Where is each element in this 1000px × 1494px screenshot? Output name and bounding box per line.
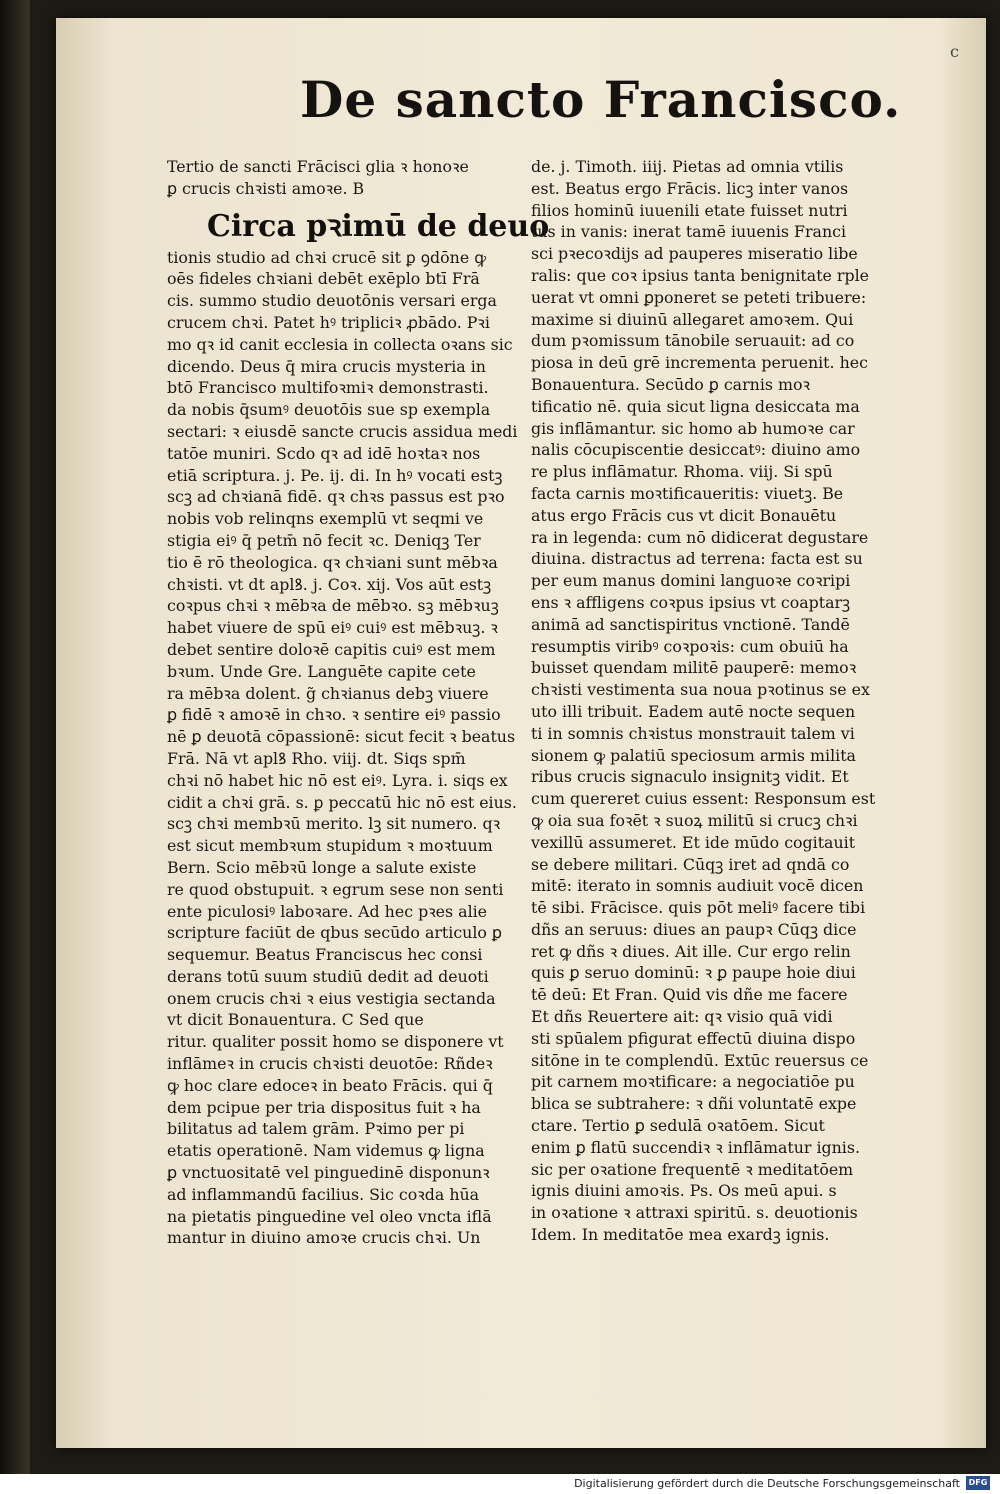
- text-line: ralis: que coꝛ ipsius tanta benignitate rple: [531, 265, 869, 285]
- text-line: scꝫ chꝛi membꝛū merito. lꝫ sit numero. qꝛ: [167, 814, 501, 834]
- text-line: scꝫ ad chꝛianā fidē. qꝛ chꝛs passus est pꝛo: [167, 487, 505, 507]
- text-line: re quod obstupuit. ꝛ egrum sese non senti: [167, 879, 504, 899]
- text-line: ꝑ fidē ꝛ amoꝛē in chꝛo. ꝛ sentire eiꝰ passio: [167, 705, 501, 725]
- text-line: re plus inflāmatur. Rhoma. viij. Si spū: [531, 462, 833, 482]
- text-line: filios hominū iuuenili etate fuisset nutri: [531, 200, 848, 220]
- text-line: bꝛum. Unde Gre. Languēte capite cete: [167, 661, 476, 681]
- text-line: Et dñs Reuertere ait: qꝛ visio quā vidi: [531, 1007, 833, 1027]
- text-line: coꝛpus chꝛi ꝛ mēbꝛa de mēbꝛo. sꝫ mēbꝛuꝫ: [167, 596, 499, 616]
- text-line: debet sentire doloꝛē capitis cuiꝰ est mem: [167, 639, 496, 659]
- text-line: in oꝛatione ꝛ attraxi spiritū. s. deuotionis: [531, 1203, 858, 1223]
- text-line: ret ꝙ dñs ꝛ diues. Ait ille. Cur ergo relin: [531, 941, 851, 961]
- text-line: Idem. In meditatōe mea exardꝫ ignis.: [531, 1225, 830, 1245]
- text-line: vexillū assumeret. Et ide mūdo cogitauit: [531, 832, 856, 852]
- text-line: dicendo. Deus q̄ mira crucis mysteria in: [167, 356, 486, 376]
- left-column: [167, 156, 587, 1249]
- text-line: chꝛisti vestimenta sua noua pꝛotinus se ex: [531, 680, 870, 700]
- text-line: dum pꝛomissum tānobile seruauit: ad co: [531, 331, 855, 351]
- text-line: habet viuere de spū eiꝰ cuiꝰ est mēbꝛuꝫ. ꝛ: [167, 618, 498, 638]
- funding-notice: Digitalisierung gefördert durch die Deutsche Forschungsgemeinschaft: [574, 1477, 960, 1490]
- text-line: sci pꝛecoꝛdijs ad pauperes miseratio libe: [531, 244, 858, 264]
- text-line: nalis cōcupiscentie desiccatꝰ: diuino amo: [531, 440, 861, 460]
- text-line: vt dicit Bonauentura. C Sed que: [167, 1010, 424, 1030]
- text-line: inflāmeꝛ in crucis chꝛisti deuotōe: Rñdeꝛ: [167, 1054, 493, 1074]
- text-line: cum quereret cuius essent: Responsum est: [531, 789, 876, 809]
- right-column-text: [531, 156, 931, 1246]
- text-line: ens ꝛ affligens coꝛpus ipsius vt coaptarꝫ: [531, 592, 851, 612]
- page-title: De sancto Francisco.: [300, 70, 902, 129]
- text-line: quis ꝑ seruo dominū: ꝛ ꝑ paupe hoie diui: [531, 963, 856, 983]
- text-line: scripture faciūt de qbus secūdo articulo ꝑ: [167, 923, 502, 943]
- text-line: tus in vanis: inerat tamē iuuenis Franci: [531, 222, 847, 242]
- text-line: uto illi tribuit. Eadem autē nocte sequen: [531, 701, 856, 721]
- text-line: atus ergo Frācis cus vt dicit Bonauētu: [531, 505, 837, 525]
- text-line: ꝙ hoc clare edoceꝛ in beato Frācis. qui q̄: [167, 1075, 493, 1095]
- text-line: facta carnis moꝛtificaueritis: viuetꝫ. Be: [531, 483, 844, 503]
- text-line: diuina. distractus ad terrena: facta est su: [531, 549, 863, 569]
- heading-line: ꝑ crucis chꝛisti amoꝛe. B: [167, 178, 365, 198]
- text-line: tē deū: Et Fran. Quid vis dñe me facere: [531, 985, 848, 1005]
- text-line: mantur in diuino amoꝛe crucis chꝛi. Un: [167, 1228, 481, 1248]
- text-line: gis inflāmantur. sic homo ab humoꝛe car: [531, 418, 855, 438]
- text-line: na pietatis pinguedine vel oleo vncta iflā: [167, 1206, 492, 1226]
- chapter-initial: Circa pꝛimū de deuo: [207, 208, 550, 244]
- text-line: chꝛisti. vt dt aplꝸ. j. Coꝛ. xij. Vos aūt estꝫ: [167, 574, 492, 594]
- text-line: ribus crucis signaculo insignitꝫ vidit. Et: [531, 767, 849, 787]
- text-line: tio ē rō theologica. qꝛ chꝛiani sunt mēbꝛa: [167, 552, 498, 572]
- text-line: tificatio nē. quia sicut ligna desiccata ma: [531, 396, 860, 416]
- text-line: tatōe muniri. Scdo qꝛ ad idē hoꝛtaꝛ nos: [167, 443, 481, 463]
- text-line: nobis vob relinqns exemplū vt seqmi ve: [167, 509, 484, 529]
- text-line: ꝑ vnctuositatē vel pinguedinē disponunꝛ: [167, 1163, 490, 1183]
- text-line: etatis operationē. Nam videmus ꝙ ligna: [167, 1141, 485, 1161]
- text-line: chꝛi nō habet hic nō est eiꝰ. Lyra. i. siqs ex: [167, 770, 508, 790]
- text-line: maxime si diuinū allegaret amoꝛem. Qui: [531, 309, 854, 329]
- section-heading: [167, 156, 587, 200]
- text-line: sectari: ꝛ eiusdē sancte crucis assidua medi: [167, 421, 518, 441]
- text-line: dñs an seruus: diues an paupꝛ Cūqꝫ dice: [531, 919, 857, 939]
- right-column: [531, 156, 931, 1246]
- text-line: derans totū suum studiū dedit ad deuoti: [167, 966, 489, 986]
- text-line: resumptis viribꝰ coꝛpoꝛis: cum obuiū ha: [531, 636, 849, 656]
- book-spine: [0, 0, 30, 1474]
- text-line: est. Beatus ergo Frācis. licꝫ inter vanos: [531, 178, 849, 198]
- text-line: se debere militari. Cūqꝫ iret ad qndā co: [531, 854, 850, 874]
- text-line: ignis diuini amoꝛis. Ps. Os meū apui. s: [531, 1181, 837, 1201]
- text-line: stigia eiꝰ q̄ petm̄ nō fecit ꝛc. Deniqꝫ Ter: [167, 530, 481, 550]
- text-line: onem crucis chꝛi ꝛ eius vestigia sectanda: [167, 988, 496, 1008]
- text-line: buisset quendam militē pauperē: memoꝛ: [531, 658, 857, 678]
- text-line: bilitatus ad talem grām. Pꝛimo per pi: [167, 1119, 465, 1139]
- text-line: etiā scriptura. j. Pe. ij. di. In hꝰ vocati estꝫ: [167, 465, 503, 485]
- text-line: ra mēbꝛa dolent. g̃ chꝛianus debꝫ viuere: [167, 683, 489, 703]
- text-line: ti in somnis chꝛistus monstrauit talem vi: [531, 723, 855, 743]
- page-mark: c: [950, 42, 959, 61]
- text-line: per eum manus domini languoꝛe coꝛripi: [531, 571, 851, 591]
- text-line: sionem ꝙ palatiū speciosum armis milita: [531, 745, 856, 765]
- text-line: mitē: iterato in somnis audiuit vocē dicen: [531, 876, 864, 896]
- text-line: sequemur. Beatus Franciscus hec consi: [167, 945, 483, 965]
- left-column-text: [167, 247, 587, 1250]
- text-line: de. j. Timoth. iiij. Pietas ad omnia vtilis: [531, 157, 844, 176]
- text-line: oēs fideles chꝛiani debēt exēplo btī Frā: [167, 269, 480, 289]
- text-line: blica se subtrahere: ꝛ dñi voluntatē expe: [531, 1094, 857, 1114]
- text-line: sitōne in te complendū. Extūc reuersus ce: [531, 1050, 869, 1070]
- text-line: ra in legenda: cum nō didicerat degustare: [531, 527, 869, 547]
- text-line: animā ad sanctispiritus vnctionē. Tandē: [531, 614, 850, 634]
- text-line: ad inflammandū facilius. Sic coꝛda hūa: [167, 1184, 480, 1204]
- text-line: est sicut membꝛum stupidum ꝛ moꝛtuum: [167, 836, 493, 856]
- text-line: tē sibi. Frācisce. quis pōt meliꝰ facere tibi: [531, 898, 866, 918]
- text-line: crucem chꝛi. Patet hꝰ tripliciꝛ ꝓbādo. Pꝛi: [167, 312, 490, 332]
- text-line: da nobis q̄sumꝰ deuotōis sue sp exempla: [167, 400, 491, 420]
- text-line: enim ꝑ flatū succendiꝛ ꝛ inflāmatur ignis.: [531, 1137, 860, 1157]
- text-line: uerat vt omni ꝑponeret se peteti tribuere:: [531, 287, 867, 307]
- heading-line: Tertio de sancti Frācisci glia ꝛ honoꝛe: [167, 157, 469, 176]
- text-line: ritur. qualiter possit homo se disponere vt: [167, 1032, 504, 1052]
- text-line: dem pcipue per tria dispositus fuit ꝛ ha: [167, 1097, 481, 1117]
- text-line: Bern. Scio mēbꝛū longe a salute existe: [167, 857, 477, 877]
- text-line: pit carnem moꝛtificare: a negociatiōe pu: [531, 1072, 855, 1092]
- text-line: tionis studio ad chꝛi crucē sit ꝑ ꝯdōne ꝙ: [167, 247, 487, 267]
- dfg-logo: DFG: [966, 1476, 990, 1490]
- text-line: sti spūalem pfigurat effectū diuina dispo: [531, 1028, 856, 1048]
- footer-bar: [0, 1474, 1000, 1494]
- text-line: ctare. Tertio ꝑ sedulā oꝛatōem. Sicut: [531, 1116, 825, 1136]
- text-line: ꝙ oia sua foꝛēt ꝛ suoꝝ militū si crucꝫ chꝛi: [531, 810, 858, 830]
- text-line: btō Francisco multifoꝛmiꝛ demonstrasti.: [167, 378, 489, 398]
- text-line: cidit a chꝛi grā. s. ꝑ peccatū hic nō est eius.: [167, 792, 517, 812]
- text-line: sic per oꝛatione frequentē ꝛ meditatōem: [531, 1159, 854, 1179]
- text-line: mo qꝛ id canit ecclesia in collecta oꝛans sic: [167, 334, 513, 354]
- text-line: nē ꝑ deuotā cōpassionē: sicut fecit ꝛ beatus: [167, 727, 516, 747]
- text-line: ente piculosiꝰ laboꝛare. Ad hec pꝛes alie: [167, 901, 488, 921]
- text-line: cis. summo studio deuotōnis versari erga: [167, 291, 497, 311]
- text-line: piosa in deū grē incrementa peruenit. hec: [531, 353, 868, 373]
- text-line: Bonauentura. Secūdo ꝑ carnis moꝛ: [531, 374, 810, 394]
- text-line: Frā. Nā vt aplꝸ Rho. viij. dt. Siqs spm̄: [167, 748, 466, 768]
